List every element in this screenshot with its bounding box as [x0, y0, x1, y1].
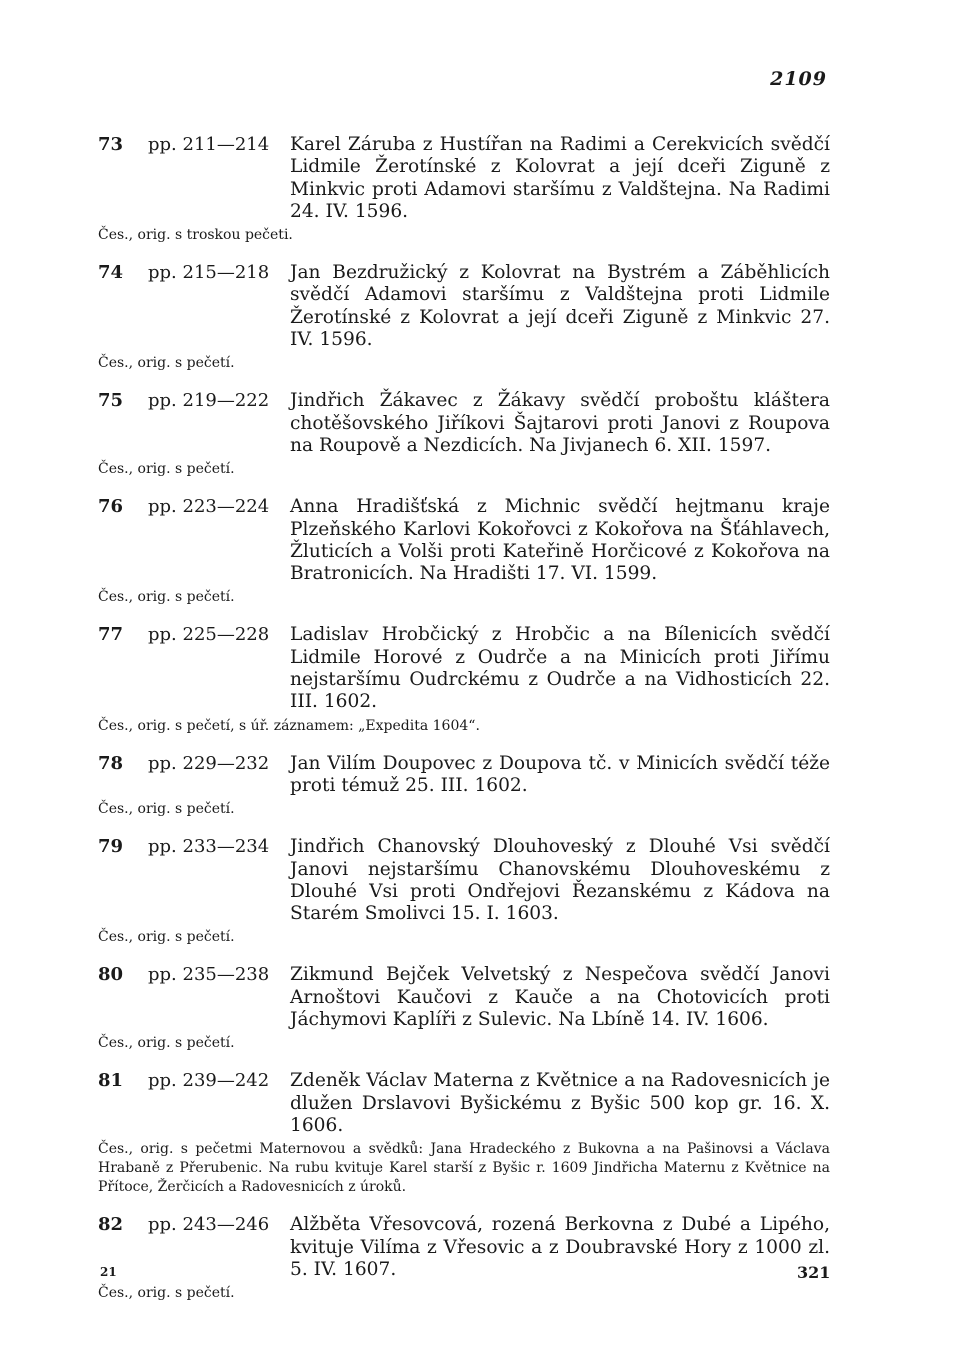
entry-note: Čes., orig. s pečetí. [98, 1035, 235, 1052]
entry-82 [98, 1214, 830, 1303]
entry-80 [98, 964, 830, 1053]
entry-note: Čes., orig. s pečetí. [98, 1285, 235, 1302]
entry-74 [98, 262, 830, 373]
entry-note: Čes., orig. s pečetí. [98, 355, 235, 372]
entry-text: Jan Bezdružický z Kolovrat na Bystrém a Záběhlicích svědčí Adamovi staršímu z Valdštejna proti Lidmile Žerotínské z Kolovrat a její dceři Ziguně z Minkvic 27. IV. 1596. [290, 262, 830, 351]
entry-list [98, 134, 830, 1320]
entry-number: 78 [98, 752, 124, 774]
entry-pages: pp. 223—224 [148, 496, 270, 518]
entry-number: 75 [98, 390, 124, 412]
entry-number: 77 [98, 624, 124, 646]
entry-text: Jindřich Chanovský Dlouhoveský z Dlouhé Vsi svědčí Janovi nejstaršímu Chanovskému Dlouhoveskému z Dlouhé Vsi proti Ondřejovi Řezanskému z Kádova na Starém Smolivci 15. I. 1603. [290, 836, 830, 925]
entry-note: Čes., orig. s troskou pečeti. [98, 227, 293, 244]
entry-number: 76 [98, 496, 124, 518]
folio-number: 2109 [770, 68, 827, 90]
page-number: 321 [797, 1263, 831, 1282]
entry-pages: pp. 225—228 [148, 624, 270, 646]
entry-78 [98, 753, 830, 820]
entry-text: Jindřich Žákavec z Žákavy svědčí proboštu kláštera chotěšovského Jiříkovi Šajtarovi proti Janovi z Roupova na Roupově a Nezdicích. Na Jivjanech 6. XII. 1597. [290, 390, 830, 456]
entry-number: 73 [98, 134, 124, 155]
entry-text: Ladislav Hrobčický z Hrobčic a na Bílenicích svědčí Lidmile Horové z Oudrče a na Minicích proti Jiřímu nejstaršímu Oudrckému z Oudrče a na Vidhosticích 22. III. 1602. [290, 624, 830, 713]
entry-pages: pp. 229—232 [148, 752, 270, 774]
entry-pages: pp. 239—242 [148, 1070, 270, 1092]
entry-79 [98, 836, 830, 947]
entry-pages: pp. 235—238 [148, 964, 270, 986]
entry-pages: pp. 215—218 [148, 262, 270, 284]
entry-note: Čes., orig. s pečetí, s úř. záznamem: „Expedita 1604“. [98, 717, 480, 734]
entry-text: Alžběta Vřesovcová, rozená Berkovna z Dubé a Lipého, kvituje Vilíma z Vřesovic a z Doubravské Hory z 1000 zl. 5. IV. 1607. [290, 1214, 830, 1280]
entry-note: Čes., orig. s pečetmi Maternovou a svědků: Jana Hradeckého z Bukovna a na Pašinovsi a Václava Hrabaně z Přerubenic. Na rubu kvituje Karel starší z Byšic r. 1609 Jindřicha Maternu z Květnice na Přítoce, Žerčicích a Radovesnicích z úroků. [98, 1141, 830, 1196]
entry-text: Zikmund Bejček Velvetský z Nespečova svědčí Janovi Arnoštovi Kaučovi z Kauče a na Chotovicích proti Jáchymovi Kaplíři z Sulevic. Na Lbíně 14. IV. 1606. [290, 964, 830, 1031]
entry-note: Čes., orig. s pečetí. [98, 801, 235, 818]
entry-pages: pp. 219—222 [148, 390, 270, 412]
entry-number: 81 [98, 1070, 124, 1092]
entry-75 [98, 390, 830, 479]
signature-mark: 21 [100, 1265, 117, 1279]
entry-text: Anna Hradišťská z Michnic svědčí hejtmanu kraje Plzeňského Karlovi Kokořovci z Kokořova na Šťáhlavech, Žluticích a Volši proti Kateřině Horčicové z Kokořova na Bratronicích. Na Hradišti 17. VI. 1599. [290, 496, 830, 585]
entry-text: Zdeněk Václav Materna z Květnice a na Radovesnicích je dlužen Drslavovi Byšickému z Byšic 500 kop gr. 16. X. 1606. [290, 1070, 830, 1136]
entry-76 [98, 496, 830, 607]
entry-note: Čes., orig. s pečetí. [98, 461, 235, 478]
entry-pages: pp. 233—234 [148, 836, 270, 858]
entry-number: 79 [98, 836, 124, 858]
entry-number: 80 [98, 964, 124, 986]
entry-81 [98, 1070, 830, 1197]
entry-number: 74 [98, 262, 124, 284]
entry-pages: pp. 211—214 [148, 134, 270, 155]
entry-pages: pp. 243—246 [148, 1214, 270, 1236]
entry-77 [98, 624, 830, 735]
entry-text: Karel Záruba z Hustířan na Radimi a Cerekvicích svědčí Lidmile Žerotínské z Kolovrat a její dceři Ziguně z Minkvic proti Adamovi staršímu z Valdštejna. Na Radimi 24. IV. 1596. [290, 134, 830, 222]
entry-73 [98, 134, 830, 245]
entry-text: Jan Vilím Doupovec z Doupova tč. v Minicích svědčí téže proti témuž 25. III. 1602. [290, 752, 830, 796]
entry-number: 82 [98, 1214, 124, 1236]
entry-note: Čes., orig. s pečetí. [98, 589, 235, 606]
entry-note: Čes., orig. s pečetí. [98, 929, 235, 946]
